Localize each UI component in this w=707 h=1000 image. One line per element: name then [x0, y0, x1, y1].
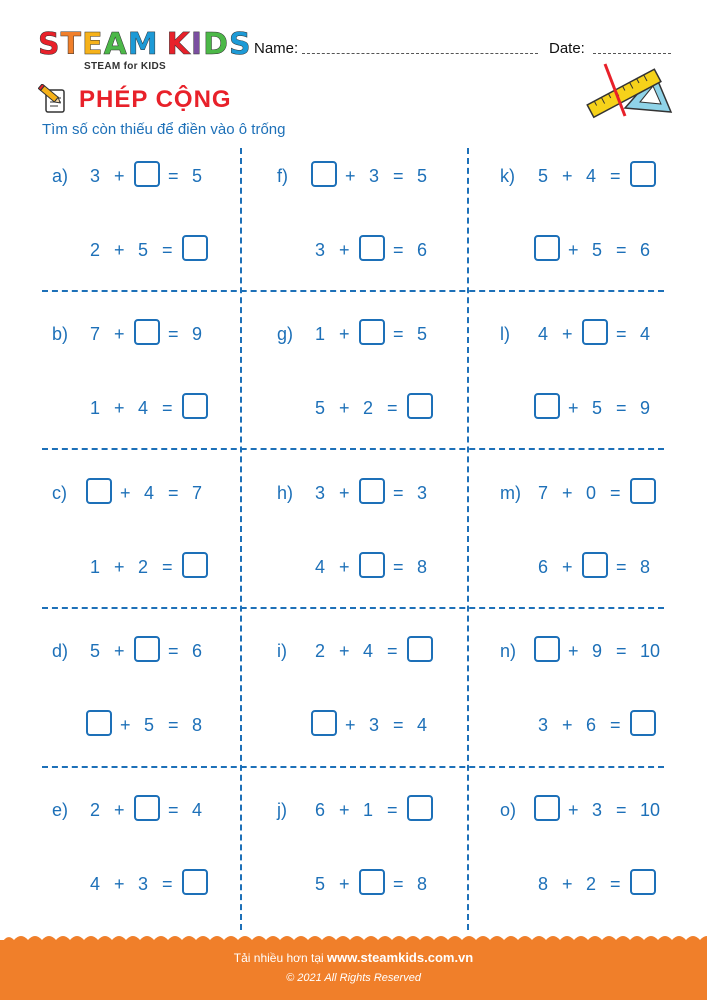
logo-wordmark: STEAM KIDS	[38, 27, 252, 62]
number: 6	[315, 800, 326, 820]
number: 3	[592, 800, 603, 820]
number: 6	[586, 715, 597, 735]
equals-sign: =	[616, 240, 627, 260]
plus-sign: +	[114, 557, 125, 577]
plus-sign: +	[114, 324, 125, 344]
number: 1	[363, 800, 374, 820]
number: 7	[538, 483, 549, 503]
answer-box[interactable]	[134, 795, 160, 821]
number: 7	[90, 324, 101, 344]
number: 4	[315, 557, 326, 577]
date-field[interactable]	[593, 53, 671, 54]
problem-label-text: f)	[277, 166, 288, 186]
answer-box[interactable]	[359, 235, 385, 261]
instruction-text: Tìm số còn thiếu để điền vào ô trống	[42, 121, 286, 138]
answer-box[interactable]	[182, 393, 208, 419]
equals-sign: =	[616, 557, 627, 577]
number: 6	[538, 557, 549, 577]
equals-sign: =	[162, 398, 173, 418]
answer-box[interactable]	[582, 552, 608, 578]
plus-sign: +	[114, 240, 125, 260]
number: 5	[90, 641, 101, 661]
number: 8	[538, 874, 549, 894]
logo-subtitle: STEAM for KIDS	[84, 61, 166, 72]
column-divider	[467, 148, 469, 930]
answer-box[interactable]	[86, 478, 112, 504]
problem-label-text: d)	[52, 641, 69, 661]
answer-box[interactable]	[630, 161, 656, 187]
equals-sign: =	[387, 641, 398, 661]
number: 4	[90, 874, 101, 894]
equals-sign: =	[168, 324, 179, 344]
problem-label-text: a)	[52, 166, 69, 186]
problem-label-text: n)	[500, 641, 517, 661]
footer-bar	[0, 940, 707, 1000]
footer-copyright: © 2021 All Rights Reserved	[286, 972, 421, 984]
number: 3	[369, 715, 380, 735]
number: 4	[586, 166, 597, 186]
equals-sign: =	[168, 800, 179, 820]
column-divider	[240, 148, 242, 930]
answer-box[interactable]	[407, 636, 433, 662]
number: 2	[90, 240, 101, 260]
problem-label-text: o)	[500, 800, 517, 820]
number: 0	[586, 483, 597, 503]
number: 5	[417, 324, 428, 344]
number: 2	[315, 641, 326, 661]
answer-box[interactable]	[359, 869, 385, 895]
answer-box[interactable]	[582, 319, 608, 345]
number: 1	[315, 324, 326, 344]
answer-box[interactable]	[311, 161, 337, 187]
problem-label-text: k)	[500, 166, 515, 186]
equals-sign: =	[610, 715, 621, 735]
equals-sign: =	[162, 240, 173, 260]
equals-sign: =	[610, 166, 621, 186]
number: 2	[586, 874, 597, 894]
answer-box[interactable]	[311, 710, 337, 736]
equals-sign: =	[168, 641, 179, 661]
number: 5	[315, 874, 326, 894]
plus-sign: +	[120, 483, 131, 503]
problem-label-text: i)	[277, 641, 287, 661]
number: 4	[144, 483, 155, 503]
number: 5	[138, 240, 149, 260]
number: 8	[640, 557, 651, 577]
answer-box[interactable]	[534, 235, 560, 261]
answer-box[interactable]	[182, 235, 208, 261]
plus-sign: +	[345, 715, 356, 735]
answer-box[interactable]	[630, 478, 656, 504]
equals-sign: =	[168, 483, 179, 503]
ruler-triangle-icon	[585, 60, 675, 120]
answer-box[interactable]	[359, 478, 385, 504]
steam-kids-logo	[38, 27, 252, 72]
name-label: Name:	[254, 40, 299, 57]
number: 4	[538, 324, 549, 344]
number: 3	[369, 166, 380, 186]
name-field[interactable]	[302, 53, 538, 54]
number: 6	[640, 240, 651, 260]
answer-box[interactable]	[86, 710, 112, 736]
number: 5	[592, 398, 603, 418]
number: 8	[417, 874, 428, 894]
footer-site-link[interactable]: www.steamkids.com.vn	[327, 950, 474, 965]
plus-sign: +	[114, 874, 125, 894]
plus-sign: +	[120, 715, 131, 735]
answer-box[interactable]	[534, 393, 560, 419]
number: 3	[538, 715, 549, 735]
number: 5	[592, 240, 603, 260]
number: 5	[538, 166, 549, 186]
number: 9	[640, 398, 651, 418]
page-title: PHÉP CỘNG	[79, 86, 232, 113]
number: 7	[192, 483, 203, 503]
plus-sign: +	[562, 715, 573, 735]
plus-sign: +	[339, 800, 350, 820]
equals-sign: =	[616, 324, 627, 344]
plus-sign: +	[568, 641, 579, 661]
number: 2	[363, 398, 374, 418]
number: 4	[138, 398, 149, 418]
plus-sign: +	[562, 483, 573, 503]
row-divider	[42, 607, 664, 609]
number: 5	[315, 398, 326, 418]
equals-sign: =	[387, 398, 398, 418]
number: 3	[417, 483, 428, 503]
row-divider	[42, 290, 664, 292]
problem-label-text: c)	[52, 483, 67, 503]
answer-box[interactable]	[134, 636, 160, 662]
number: 5	[144, 715, 155, 735]
equals-sign: =	[393, 557, 404, 577]
number: 1	[90, 398, 101, 418]
plus-sign: +	[114, 166, 125, 186]
number: 1	[90, 557, 101, 577]
plus-sign: +	[562, 557, 573, 577]
number: 4	[363, 641, 374, 661]
equals-sign: =	[387, 800, 398, 820]
number: 3	[90, 166, 101, 186]
answer-box[interactable]	[359, 319, 385, 345]
equals-sign: =	[610, 483, 621, 503]
number: 5	[417, 166, 428, 186]
equals-sign: =	[393, 240, 404, 260]
number: 2	[90, 800, 101, 820]
plus-sign: +	[562, 874, 573, 894]
answer-box[interactable]	[407, 393, 433, 419]
number: 9	[192, 324, 203, 344]
number: 4	[417, 715, 428, 735]
equals-sign: =	[393, 874, 404, 894]
equals-sign: =	[162, 557, 173, 577]
equals-sign: =	[616, 398, 627, 418]
plus-sign: +	[562, 324, 573, 344]
number: 6	[417, 240, 428, 260]
footer-download-text: Tải nhiều hơn tại	[233, 951, 324, 965]
answer-box[interactable]	[359, 552, 385, 578]
number: 9	[592, 641, 603, 661]
number: 8	[417, 557, 428, 577]
number: 8	[192, 715, 203, 735]
number: 3	[315, 483, 326, 503]
plus-sign: +	[562, 166, 573, 186]
footer-download	[0, 950, 707, 965]
equals-sign: =	[610, 874, 621, 894]
plus-sign: +	[568, 240, 579, 260]
answer-box[interactable]	[534, 795, 560, 821]
answer-box[interactable]	[630, 710, 656, 736]
equals-sign: =	[168, 166, 179, 186]
answer-box[interactable]	[182, 552, 208, 578]
equals-sign: =	[393, 324, 404, 344]
plus-sign: +	[339, 398, 350, 418]
answer-box[interactable]	[182, 869, 208, 895]
equals-sign: =	[616, 800, 627, 820]
answer-box[interactable]	[534, 636, 560, 662]
equals-sign: =	[168, 715, 179, 735]
plus-sign: +	[114, 398, 125, 418]
number: 10	[640, 800, 661, 820]
plus-sign: +	[114, 641, 125, 661]
problem-label-text: g)	[277, 324, 294, 344]
number: 4	[640, 324, 651, 344]
number: 2	[138, 557, 149, 577]
plus-sign: +	[339, 557, 350, 577]
number: 6	[192, 641, 203, 661]
plus-sign: +	[114, 800, 125, 820]
row-divider	[42, 766, 664, 768]
plus-sign: +	[568, 800, 579, 820]
plus-sign: +	[339, 641, 350, 661]
answer-box[interactable]	[134, 161, 160, 187]
problem-label-text: l)	[500, 324, 510, 344]
equals-sign: =	[162, 874, 173, 894]
pencil-paper-icon	[38, 84, 68, 114]
problem-label-text: e)	[52, 800, 69, 820]
number: 4	[192, 800, 203, 820]
plus-sign: +	[568, 398, 579, 418]
answer-box[interactable]	[630, 869, 656, 895]
number: 10	[640, 641, 661, 661]
equals-sign: =	[616, 641, 627, 661]
number: 3	[315, 240, 326, 260]
problem-label-text: b)	[52, 324, 69, 344]
number: 3	[138, 874, 149, 894]
equals-sign: =	[393, 483, 404, 503]
answer-box[interactable]	[407, 795, 433, 821]
plus-sign: +	[339, 483, 350, 503]
plus-sign: +	[339, 874, 350, 894]
plus-sign: +	[345, 166, 356, 186]
problem-label-text: m)	[500, 483, 521, 503]
problem-label-text: h)	[277, 483, 294, 503]
equals-sign: =	[393, 715, 404, 735]
number: 5	[192, 166, 203, 186]
answer-box[interactable]	[134, 319, 160, 345]
plus-sign: +	[339, 240, 350, 260]
plus-sign: +	[339, 324, 350, 344]
problem-label-text: j)	[277, 800, 287, 820]
date-label: Date:	[549, 40, 585, 57]
equals-sign: =	[393, 166, 404, 186]
row-divider	[42, 448, 664, 450]
